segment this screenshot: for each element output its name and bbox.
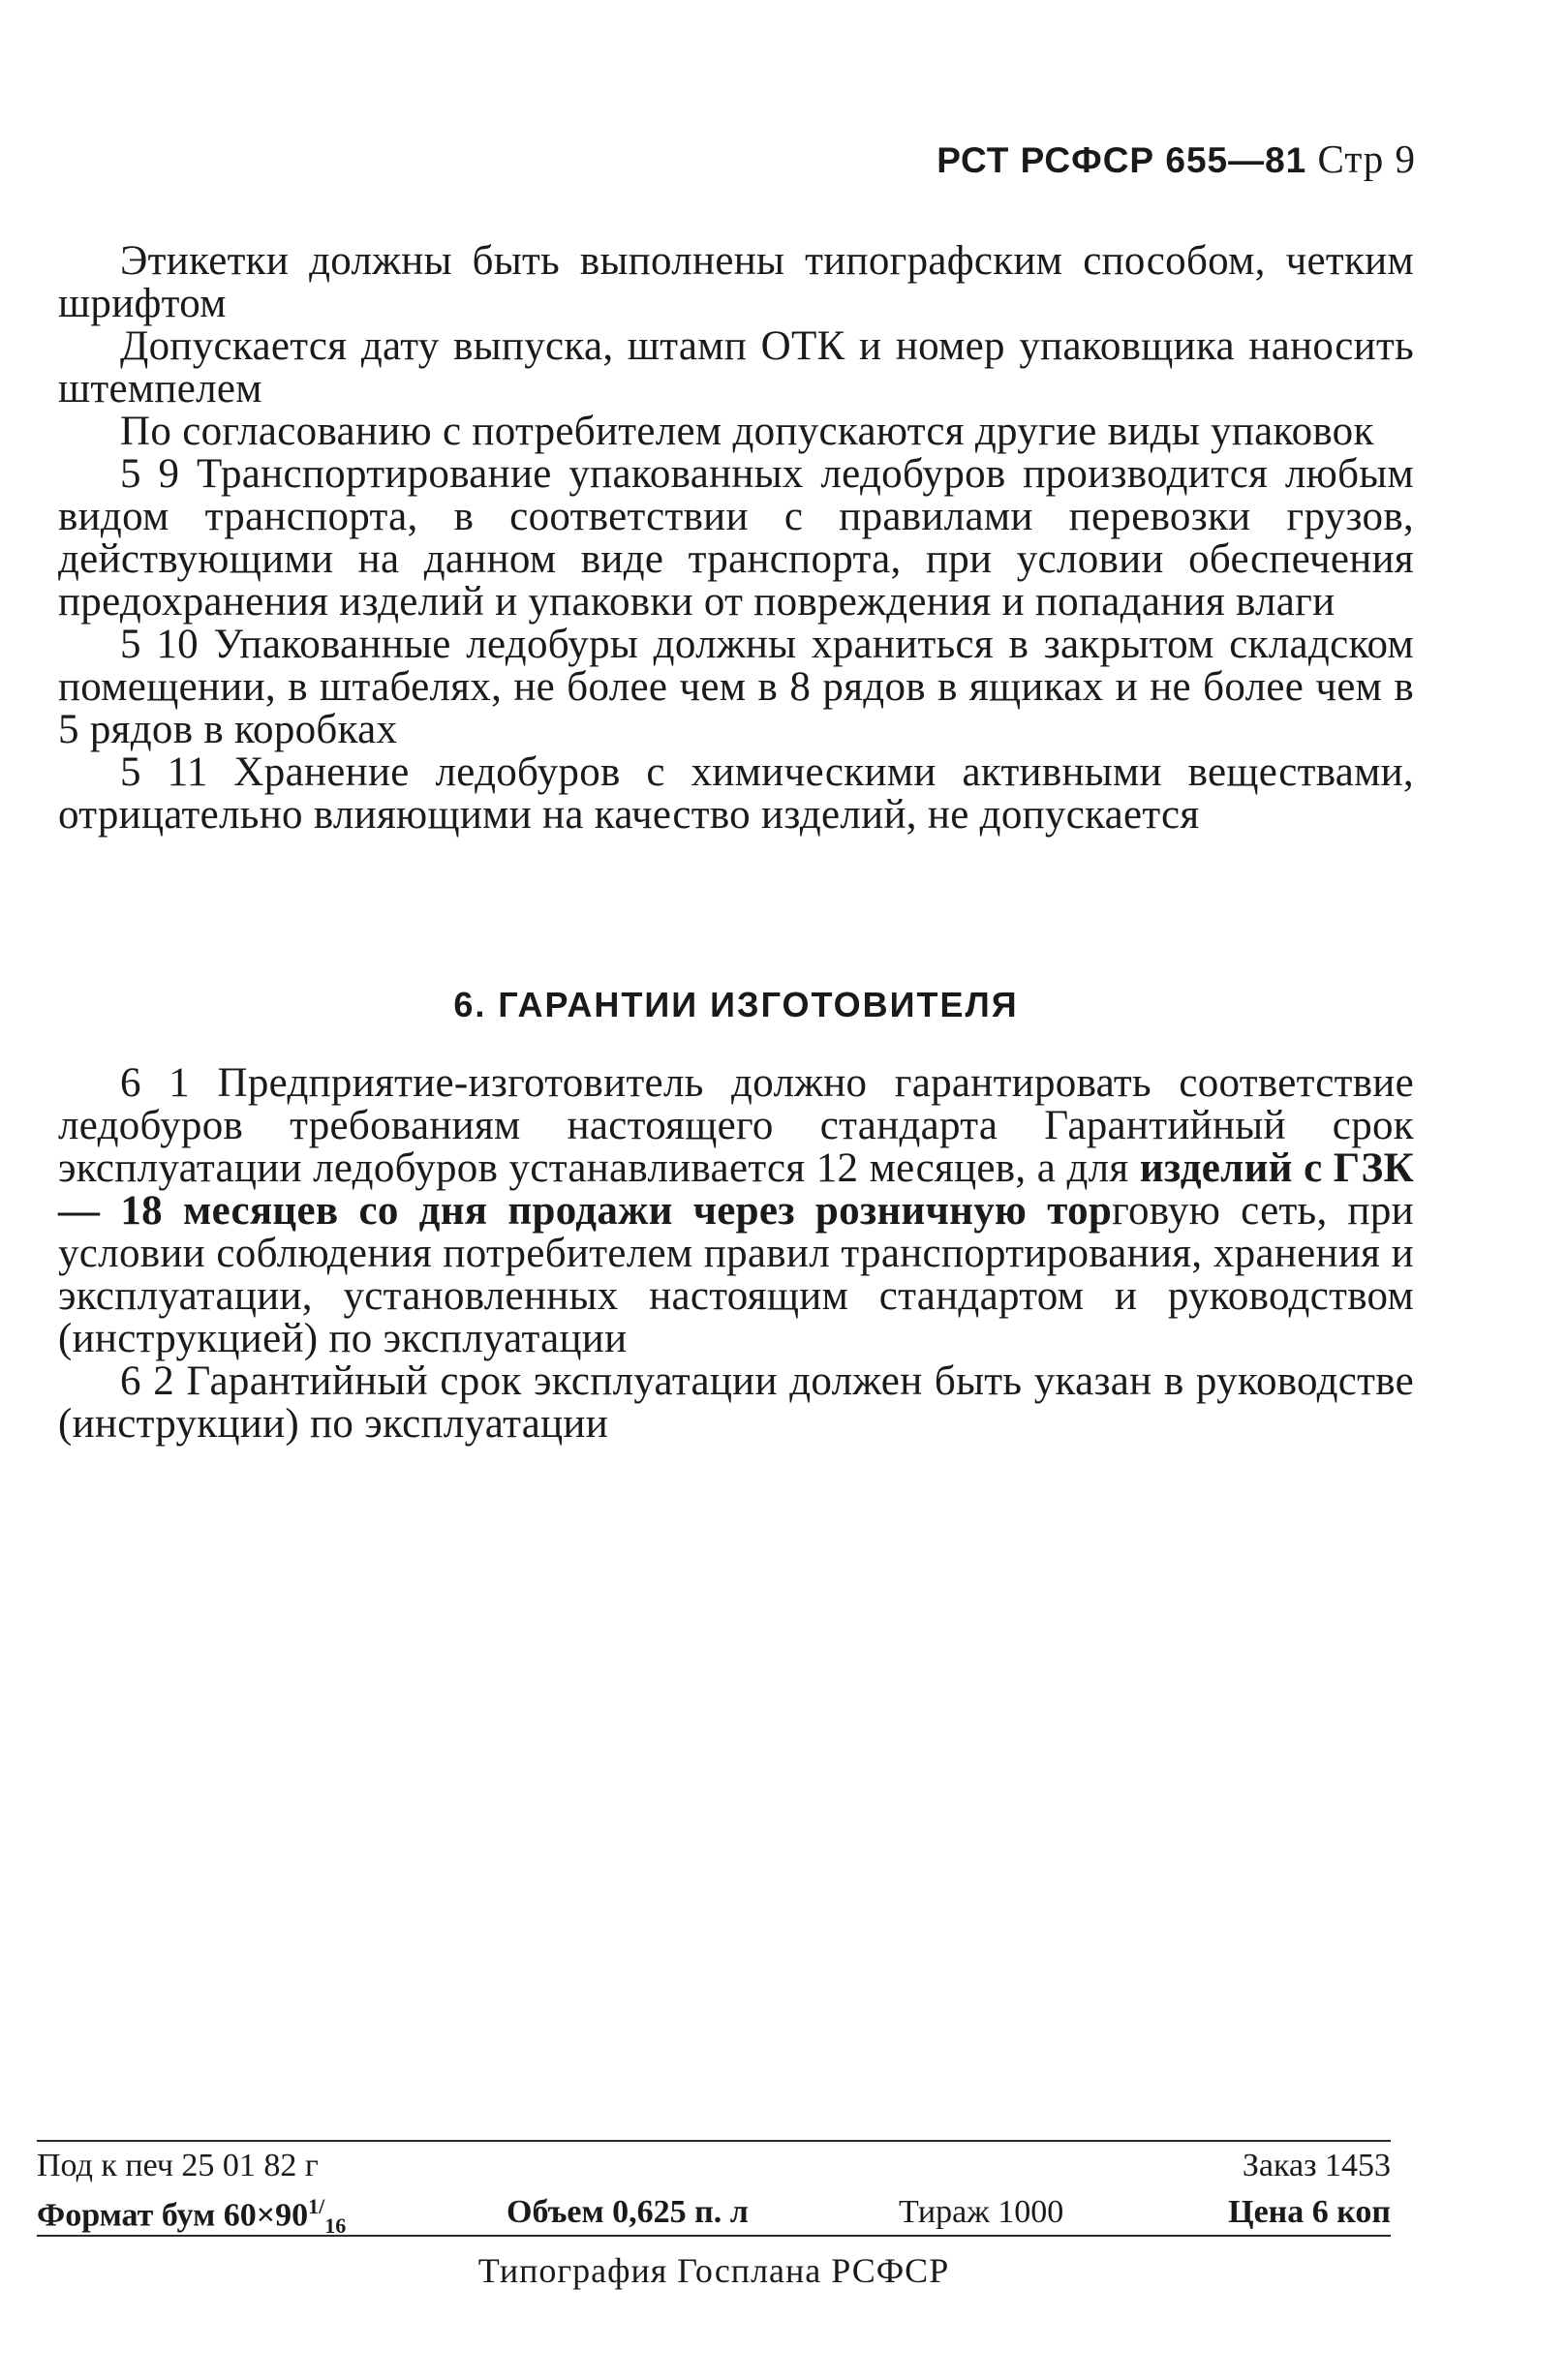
order-number: Заказ 1453 [1242,2148,1391,2183]
imprint-row-1 [37,2142,1391,2188]
paper-format [37,2194,346,2239]
paragraph-6-1-end: говую сеть, при условии соблюдения потребителем правил транспортирования, хранения и эксплуатации, установленных настоящим стандартом и руководством (инструкцией) по эксплуатации [58,1188,1414,1361]
paragraph-6-1-start: 6 1 Предприятие-изготовитель должно гарантировать соответствие ледобуров требованиям настоящего стандарта Гарантийный срок эксплуатации ледобуров устанавливается 12 месяцев, а для [58,1060,1414,1191]
printer-name: Типография Госплана РСФСР [477,2251,950,2290]
paper-format-fraction: 1/ [308,2194,325,2218]
print-run: Тираж 1000 [899,2194,1064,2230]
paragraph: Допускается дату выпуска, штамп ОТК и номер упаковщика наносить штемпелем [58,323,1414,412]
page-number: Стр 9 [1317,137,1416,181]
paragraph-6-1 [58,1062,1414,1360]
paper-format-denominator: 16 [324,2213,347,2239]
paragraph-5-9: 5 9 Транспортирование упакованных ледобуров производится любым видом транспорта, в соответствии с правилами перевозки грузов, действующими на данном виде транспорта, при условии обеспечения предохранения изделий и упаковки от повреждения и попадания влаги [58,451,1414,625]
section-heading: 6. ГАРАНТИИ ИЗГОТОВИТЕЛЯ [453,985,1019,1024]
running-header [937,136,1416,182]
paragraph-6-1-bold: изделий с ГЗК — 18 месяцев со дня продажи через розничную тор [58,1145,1414,1234]
signed-to-print: Под к печ 25 01 82 г [37,2148,319,2183]
imprint-row-2 [37,2188,1391,2239]
section6-text [58,1062,1414,1446]
standard-number: РСТ РСФСР 655—81 [937,140,1307,180]
paper-format-main: Формат бум 60×90 [37,2197,309,2234]
volume: Объем 0,625 п. л [507,2194,749,2230]
section5-text [58,240,1414,837]
paragraph-5-10: 5 10 Упакованные ледобуры должны храниться в закрытом складском помещении, в штабелях, не более чем в 8 рядов в ящиках и не более чем в 5 рядов в коробках [58,622,1414,752]
paragraph: По согласованию с потребителем допускаются другие виды упаковок [120,409,1374,454]
imprint-block [37,2140,1391,2291]
paragraph: Этикетки должны быть выполнены типографским способом, четким шрифтом [58,238,1414,326]
paragraph-5-11: 5 11 Хранение ледобуров с химическими активными веществами, отрицательно влияющими на качество изделий, не допускается [58,749,1414,838]
price: Цена 6 коп [1228,2194,1391,2230]
paragraph-6-2: 6 2 Гарантийный срок эксплуатации должен быть указан в руководстве (инструкции) по эксплуатации [58,1358,1414,1447]
